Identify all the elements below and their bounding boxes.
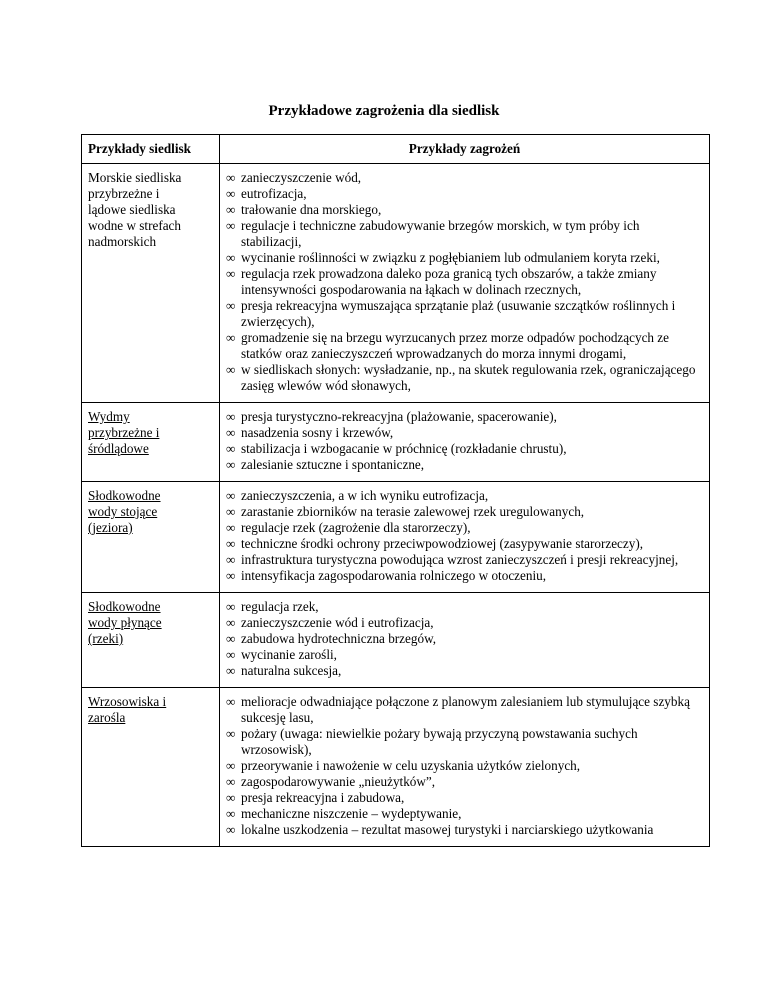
list-item — [226, 758, 703, 774]
bullet-icon: ∞ — [226, 631, 236, 646]
list-item — [226, 806, 703, 822]
habitat-name: Wrzosowiska i zarośla — [82, 688, 220, 847]
list-item — [226, 330, 703, 362]
header-habitat: Przykłady siedlisk — [82, 135, 220, 164]
threat-text: eutrofizacja, — [241, 186, 307, 201]
list-item — [226, 726, 703, 758]
table-row — [82, 482, 710, 593]
list-item — [226, 790, 703, 806]
threat-text: zagospodarowywanie „nieużytków”, — [241, 774, 436, 789]
bullet-icon: ∞ — [226, 488, 236, 503]
threat-text: zalesianie sztuczne i spontaniczne, — [241, 457, 425, 472]
list-item — [226, 409, 703, 425]
habitat-name: Morskie siedliska przybrzeżne i lądowe siedliska wodne w strefach nadmorskich — [82, 164, 220, 403]
bullet-icon: ∞ — [226, 694, 236, 709]
table-header-row — [82, 135, 710, 164]
list-item — [226, 599, 703, 615]
header-threats: Przykłady zagrożeń — [220, 135, 710, 164]
threat-text: pożary (uwaga: niewielkie pożary bywają przyczyną powstawania suchych wrzosowisk), — [241, 726, 638, 757]
list-item — [226, 170, 703, 186]
bullet-icon: ∞ — [226, 726, 236, 741]
threat-text: zanieczyszczenie wód i eutrofizacja, — [241, 615, 434, 630]
bullet-icon: ∞ — [226, 441, 236, 456]
bullet-icon: ∞ — [226, 758, 236, 773]
habitat-name: Słodkowodne wody stojące (jeziora) — [82, 482, 220, 593]
bullet-icon: ∞ — [226, 362, 236, 377]
bullet-icon: ∞ — [226, 504, 236, 519]
bullet-icon: ∞ — [226, 298, 236, 313]
threat-text: stabilizacja i wzbogacanie w próchnicę (rozkładanie chrustu), — [241, 441, 567, 456]
threat-text: wycinanie zarośli, — [241, 647, 337, 662]
habitat-name: Wydmy przybrzeżne i śródlądowe — [82, 403, 220, 482]
bullet-icon: ∞ — [226, 663, 236, 678]
threat-text: melioracje odwadniające połączone z planowym zalesianiem lub stymulujące szybką sukcesję lasu, — [241, 694, 690, 725]
list-item — [226, 266, 703, 298]
bullet-icon: ∞ — [226, 806, 236, 821]
bullet-icon: ∞ — [226, 409, 236, 424]
bullet-icon: ∞ — [226, 266, 236, 281]
threat-text: zanieczyszczenie wód, — [241, 170, 362, 185]
threats-cell — [220, 688, 710, 847]
list-item — [226, 615, 703, 631]
list-item — [226, 488, 703, 504]
threat-text: regulacje rzek (zagrożenie dla starorzeczy), — [241, 520, 471, 535]
list-item — [226, 822, 703, 838]
bullet-icon: ∞ — [226, 186, 236, 201]
threat-text: wycinanie roślinności w związku z pogłębianiem lub odmulaniem koryta rzeki, — [241, 250, 660, 265]
bullet-icon: ∞ — [226, 647, 236, 662]
threat-text: trałowanie dna morskiego, — [241, 202, 382, 217]
bullet-icon: ∞ — [226, 599, 236, 614]
table-row — [82, 164, 710, 403]
threat-text: techniczne środki ochrony przeciwpowodziowej (zasypywanie starorzeczy), — [241, 536, 644, 551]
threats-cell — [220, 164, 710, 403]
list-item — [226, 631, 703, 647]
bullet-icon: ∞ — [226, 552, 236, 567]
list-item — [226, 441, 703, 457]
table-row — [82, 688, 710, 847]
list-item — [226, 520, 703, 536]
threat-text: mechaniczne niszczenie – wydeptywanie, — [241, 806, 462, 821]
threat-text: zarastanie zbiorników na terasie zalewowej rzek uregulowanych, — [241, 504, 585, 519]
list-item — [226, 536, 703, 552]
habitat-threats-table — [81, 134, 710, 847]
list-item — [226, 362, 703, 394]
threat-text: presja rekreacyjna wymuszająca sprzątanie plaż (usuwanie szczątków roślinnych i zwierzęcych), — [241, 298, 676, 329]
list-item — [226, 774, 703, 790]
list-item — [226, 663, 703, 679]
bullet-icon: ∞ — [226, 822, 236, 837]
bullet-icon: ∞ — [226, 536, 236, 551]
bullet-icon: ∞ — [226, 170, 236, 185]
threat-text: intensyfikacja zagospodarowania rolniczego w otoczeniu, — [241, 568, 547, 583]
threat-text: presja turystyczno-rekreacyjna (plażowanie, spacerowanie), — [241, 409, 557, 424]
bullet-icon: ∞ — [226, 202, 236, 217]
threat-text: lokalne uszkodzenia – rezultat masowej turystyki i narciarskiego użytkowania — [241, 822, 654, 837]
bullet-icon: ∞ — [226, 218, 236, 233]
threat-text: zanieczyszczenia, a w ich wyniku eutrofizacja, — [241, 488, 489, 503]
list-item — [226, 552, 703, 568]
table-row — [82, 593, 710, 688]
list-item — [226, 504, 703, 520]
threat-text: nasadzenia sosny i krzewów, — [241, 425, 394, 440]
threat-text: regulacje i techniczne zabudowywanie brzegów morskich, w tym próby ich stabilizacji, — [241, 218, 640, 249]
list-item — [226, 186, 703, 202]
list-item — [226, 568, 703, 584]
bullet-icon: ∞ — [226, 330, 236, 345]
threat-text: zabudowa hydrotechniczna brzegów, — [241, 631, 437, 646]
list-item — [226, 425, 703, 441]
bullet-icon: ∞ — [226, 615, 236, 630]
list-item — [226, 647, 703, 663]
threat-text: regulacja rzek prowadzona daleko poza granicą tych obszarów, a także zmiany intensywności gospodarowania na łąkach w dolinach rzecznych, — [241, 266, 657, 297]
threat-text: regulacja rzek, — [241, 599, 319, 614]
threat-text: przeorywanie i nawożenie w celu uzyskania użytków zielonych, — [241, 758, 581, 773]
threats-cell — [220, 482, 710, 593]
bullet-icon: ∞ — [226, 425, 236, 440]
table-row — [82, 403, 710, 482]
bullet-icon: ∞ — [226, 790, 236, 805]
list-item — [226, 298, 703, 330]
threat-text: naturalna sukcesja, — [241, 663, 342, 678]
page-title: Przykładowe zagrożenia dla siedlisk — [268, 103, 500, 119]
list-item — [226, 250, 703, 266]
list-item — [226, 218, 703, 250]
threats-cell — [220, 403, 710, 482]
list-item — [226, 457, 703, 473]
threat-text: presja rekreacyjna i zabudowa, — [241, 790, 405, 805]
threats-cell — [220, 593, 710, 688]
bullet-icon: ∞ — [226, 520, 236, 535]
list-item — [226, 202, 703, 218]
bullet-icon: ∞ — [226, 568, 236, 583]
habitat-name: Słodkowodne wody płynące (rzeki) — [82, 593, 220, 688]
threat-text: gromadzenie się na brzegu wyrzucanych przez morze odpadów pochodzących ze statków oraz zanieczyszczeń wprowadzanych do morza innymi drogami, — [241, 330, 670, 361]
bullet-icon: ∞ — [226, 457, 236, 472]
bullet-icon: ∞ — [226, 250, 236, 265]
threat-text: w siedliskach słonych: wysładzanie, np., na skutek regulowania rzek, ograniczającego zasięg wlewów wód słonawych, — [241, 362, 696, 393]
list-item — [226, 694, 703, 726]
threat-text: infrastruktura turystyczna powodująca wzrost zanieczyszczeń i presji rekreacyjnej, — [241, 552, 679, 567]
bullet-icon: ∞ — [226, 774, 236, 789]
